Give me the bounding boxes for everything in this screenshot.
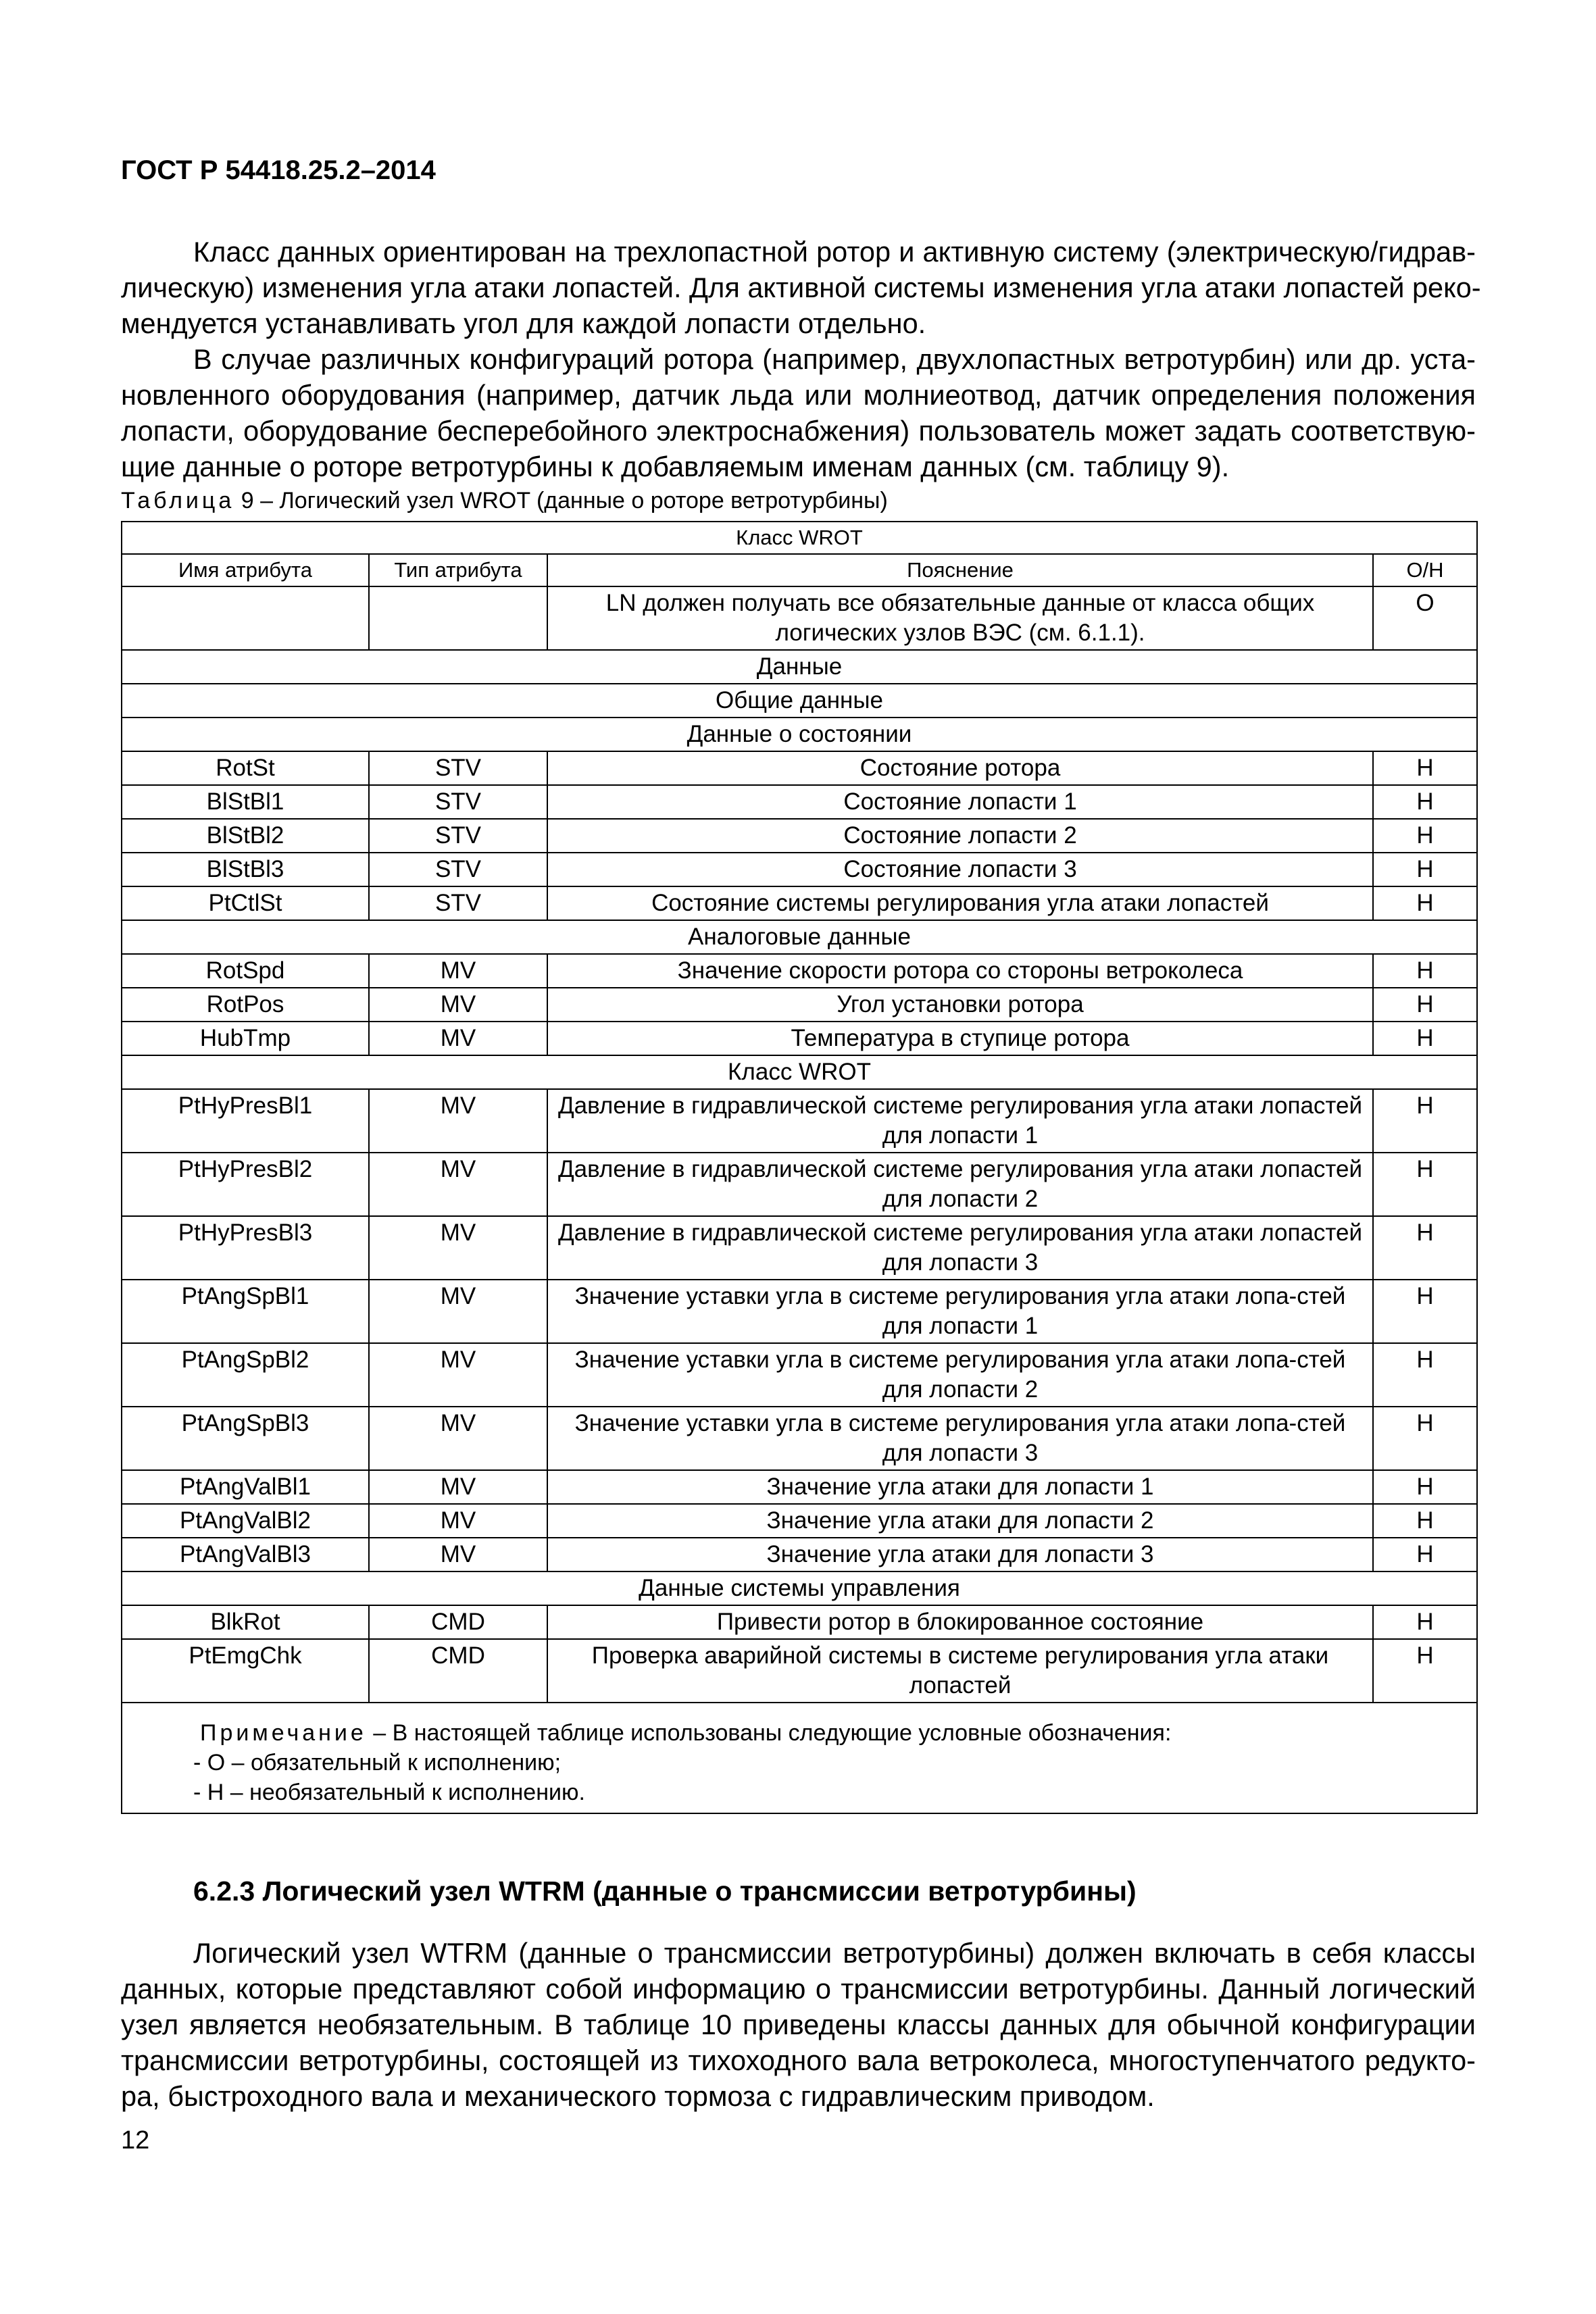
table-section-row: [122, 1571, 1477, 1605]
table-section-row: [122, 718, 1477, 751]
table-body: [122, 586, 1477, 1703]
cell-attribute-type: MV: [369, 988, 547, 1022]
table-caption-text: 9 – Логический узел WROT (данные о роторе ветротурбины): [234, 488, 888, 513]
section-label: Данные о состоянии: [122, 718, 1477, 751]
cell-requirement: Н: [1373, 1216, 1477, 1280]
cell-attribute-type: STV: [369, 853, 547, 886]
table-row: [122, 1153, 1477, 1216]
cell-attribute-type: STV: [369, 751, 547, 785]
cell-description: Значение уставки угла в системе регулирования угла атаки лопа-стей для лопасти 1: [547, 1280, 1373, 1343]
table-row: [122, 751, 1477, 785]
cell-description: Привести ротор в блокированное состояние: [547, 1605, 1373, 1639]
cell-description: Состояние системы регулирования угла атаки лопастей: [547, 886, 1373, 920]
cell-description: Значение скорости ротора со стороны ветроколеса: [547, 954, 1373, 988]
cell-attribute-type: CMD: [369, 1639, 547, 1703]
cell-requirement: Н: [1373, 819, 1477, 853]
cell-attribute-name: PtEmgChk: [122, 1639, 369, 1703]
cell-requirement: Н: [1373, 1538, 1477, 1571]
cell-attribute-type: MV: [369, 1407, 547, 1470]
cell-attribute-name: PtAngValBl3: [122, 1538, 369, 1571]
cell-requirement: Н: [1373, 1407, 1477, 1470]
paragraph-line: Класс данных ориентирован на трехлопастной ротор и активную систему (электрическую/гидрав-: [193, 236, 1476, 268]
table-row: [122, 1089, 1477, 1153]
table-row: [122, 1538, 1477, 1571]
cell-attribute-name: [122, 586, 369, 650]
cell-attribute-type: MV: [369, 1280, 547, 1343]
cell-attribute-type: CMD: [369, 1605, 547, 1639]
table-note: [122, 1703, 1477, 1813]
cell-description: Значение угла атаки для лопасти 3: [547, 1538, 1373, 1571]
cell-attribute-type: MV: [369, 1470, 547, 1504]
table-row: [122, 1470, 1477, 1504]
section-heading: 6.2.3 Логический узел WTRM (данные о трансмиссии ветротурбины): [193, 1876, 1137, 1907]
cell-attribute-name: PtHyPresBl2: [122, 1153, 369, 1216]
cell-requirement: Н: [1373, 1639, 1477, 1703]
cell-attribute-name: RotSpd: [122, 954, 369, 988]
cell-description: Состояние лопасти 3: [547, 853, 1373, 886]
note-item-2: - Н – необязательный к исполнению.: [193, 1780, 585, 1805]
paragraph-line: трансмиссии ветротурбины, состоящей из тихоходного вала ветроколеса, многоступенчатого редукто-: [121, 2044, 1476, 2076]
table-row: [122, 1407, 1477, 1470]
paragraph-line: лическую) изменения угла атаки лопастей. Для активной системы изменения угла атаки лопастей реко-: [121, 272, 1481, 303]
cell-attribute-name: PtAngSpBl1: [122, 1280, 369, 1343]
cell-attribute-type: MV: [369, 1089, 547, 1153]
cell-requirement: Н: [1373, 785, 1477, 819]
cell-description: LN должен получать все обязательные данные от класса общих логических узлов ВЭС (см. 6.1.1).: [547, 586, 1373, 650]
cell-description: Значение уставки угла в системе регулирования угла атаки лопа-стей для лопасти 2: [547, 1343, 1373, 1407]
cell-requirement: Н: [1373, 1153, 1477, 1216]
note-item-1: - О – обязательный к исполнению;: [193, 1750, 562, 1776]
cell-requirement: Н: [1373, 988, 1477, 1022]
column-header-type: Тип атрибута: [369, 554, 547, 586]
cell-attribute-name: BlStBl2: [122, 819, 369, 853]
table-row: [122, 1022, 1477, 1055]
cell-attribute-name: PtHyPresBl3: [122, 1216, 369, 1280]
cell-attribute-type: MV: [369, 954, 547, 988]
section-label: Аналоговые данные: [122, 920, 1477, 954]
column-header-name: Имя атрибута: [122, 554, 369, 586]
paragraph-line: узел является необязательным. В таблице 10 приведены классы данных для обычной конфигурации: [121, 2009, 1476, 2040]
intro-paragraph-2: [121, 341, 1476, 484]
wrot-table: [121, 521, 1478, 1814]
table-row: [122, 819, 1477, 853]
table-row: [122, 988, 1477, 1022]
section-paragraph: [121, 1935, 1476, 2114]
cell-attribute-name: HubTmp: [122, 1022, 369, 1055]
paragraph-line: Логический узел WTRM (данные о трансмиссии ветротурбины) должен включать в себя классы: [193, 1937, 1476, 1969]
document-header: ГОСТ Р 54418.25.2–2014: [121, 155, 436, 185]
cell-attribute-name: PtCtlSt: [122, 886, 369, 920]
cell-requirement: О: [1373, 586, 1477, 650]
cell-description: Угол установки ротора: [547, 988, 1373, 1022]
cell-requirement: Н: [1373, 1470, 1477, 1504]
table-row: [122, 1280, 1477, 1343]
cell-requirement: Н: [1373, 1280, 1477, 1343]
cell-requirement: Н: [1373, 1022, 1477, 1055]
cell-requirement: Н: [1373, 1605, 1477, 1639]
paragraph-line: В случае различных конфигураций ротора (например, двухлопастных ветротурбин) или др. уста-: [193, 343, 1476, 375]
cell-requirement: Н: [1373, 886, 1477, 920]
table-row: [122, 586, 1477, 650]
cell-description: Состояние ротора: [547, 751, 1373, 785]
cell-description: Давление в гидравлической системе регулирования угла атаки лопастей для лопасти 3: [547, 1216, 1373, 1280]
table-section-row: [122, 650, 1477, 684]
note-label: Примечание: [200, 1720, 367, 1746]
table-class-header-row: [122, 522, 1477, 554]
paragraph-line: щие данные о роторе ветротурбины к добавляемым именам данных (см. таблицу 9).: [121, 451, 1230, 482]
table-section-row: [122, 920, 1477, 954]
cell-requirement: Н: [1373, 1504, 1477, 1538]
cell-attribute-name: PtAngValBl2: [122, 1504, 369, 1538]
cell-description: Значение угла атаки для лопасти 2: [547, 1504, 1373, 1538]
table-row: [122, 1343, 1477, 1407]
cell-attribute-type: MV: [369, 1538, 547, 1571]
cell-description: Состояние лопасти 2: [547, 819, 1373, 853]
table-row: [122, 1216, 1477, 1280]
table-row: [122, 1504, 1477, 1538]
section-label: Общие данные: [122, 684, 1477, 718]
cell-description: Давление в гидравлической системе регулирования угла атаки лопастей для лопасти 1: [547, 1089, 1373, 1153]
table-row: [122, 785, 1477, 819]
paragraph-line: мендуется устанавливать угол для каждой лопасти отдельно.: [121, 307, 926, 339]
cell-attribute-name: BlStBl1: [122, 785, 369, 819]
cell-attribute-name: PtAngSpBl3: [122, 1407, 369, 1470]
note-line: [200, 1718, 1468, 1748]
section-label: Данные: [122, 650, 1477, 684]
cell-description: Значение уставки угла в системе регулирования угла атаки лопа-стей для лопасти 3: [547, 1407, 1373, 1470]
cell-attribute-name: BlStBl3: [122, 853, 369, 886]
table-caption: [121, 488, 888, 514]
cell-description: Температура в ступице ротора: [547, 1022, 1373, 1055]
cell-requirement: Н: [1373, 853, 1477, 886]
table-row: [122, 1639, 1477, 1703]
page-number: 12: [121, 2126, 150, 2155]
table-section-row: [122, 684, 1477, 718]
paragraph-line: данных, которые представляют собой информацию о трансмиссии ветротурбины. Данный логический: [121, 1973, 1476, 2005]
section-label: Данные системы управления: [122, 1571, 1477, 1605]
table-row: [122, 954, 1477, 988]
table-class-header: Класс WROT: [122, 522, 1477, 554]
table-row: [122, 853, 1477, 886]
cell-attribute-name: BlkRot: [122, 1605, 369, 1639]
cell-attribute-type: STV: [369, 785, 547, 819]
intro-paragraph-1: [121, 234, 1481, 341]
cell-attribute-name: RotSt: [122, 751, 369, 785]
cell-attribute-type: MV: [369, 1153, 547, 1216]
cell-description: Значение угла атаки для лопасти 1: [547, 1470, 1373, 1504]
cell-requirement: Н: [1373, 954, 1477, 988]
note-text: – В настоящей таблице использованы следующие условные обозначения:: [366, 1720, 1172, 1746]
cell-attribute-type: MV: [369, 1343, 547, 1407]
cell-attribute-type: STV: [369, 886, 547, 920]
cell-attribute-name: PtHyPresBl1: [122, 1089, 369, 1153]
cell-description: Состояние лопасти 1: [547, 785, 1373, 819]
cell-attribute-name: PtAngValBl1: [122, 1470, 369, 1504]
table-row: [122, 886, 1477, 920]
cell-description: Давление в гидравлической системе регулирования угла атаки лопастей для лопасти 2: [547, 1153, 1373, 1216]
table-note-row: [122, 1703, 1477, 1813]
paragraph-line: новленного оборудования (например, датчик льда или молниеотвод, датчик определения положения: [121, 379, 1476, 411]
cell-requirement: Н: [1373, 1343, 1477, 1407]
cell-requirement: Н: [1373, 751, 1477, 785]
cell-description: Проверка аварийной системы в системе регулирования угла атаки лопастей: [547, 1639, 1373, 1703]
cell-attribute-type: [369, 586, 547, 650]
column-header-requirement: О/Н: [1373, 554, 1477, 586]
table-section-row: [122, 1055, 1477, 1089]
table-caption-prefix: Таблица: [121, 488, 235, 513]
cell-attribute-type: MV: [369, 1504, 547, 1538]
cell-attribute-type: MV: [369, 1022, 547, 1055]
cell-attribute-type: MV: [369, 1216, 547, 1280]
cell-attribute-name: RotPos: [122, 988, 369, 1022]
table-column-header-row: [122, 554, 1477, 586]
table-row: [122, 1605, 1477, 1639]
cell-requirement: Н: [1373, 1089, 1477, 1153]
cell-attribute-name: PtAngSpBl2: [122, 1343, 369, 1407]
paragraph-line: лопасти, оборудование бесперебойного электроснабжения) пользователь может задать соответствую-: [121, 415, 1476, 447]
section-label: Класс WROT: [122, 1055, 1477, 1089]
column-header-description: Пояснение: [547, 554, 1373, 586]
cell-attribute-type: STV: [369, 819, 547, 853]
paragraph-line: ра, быстроходного вала и механического тормоза с гидравлическим приводом.: [121, 2080, 1155, 2112]
